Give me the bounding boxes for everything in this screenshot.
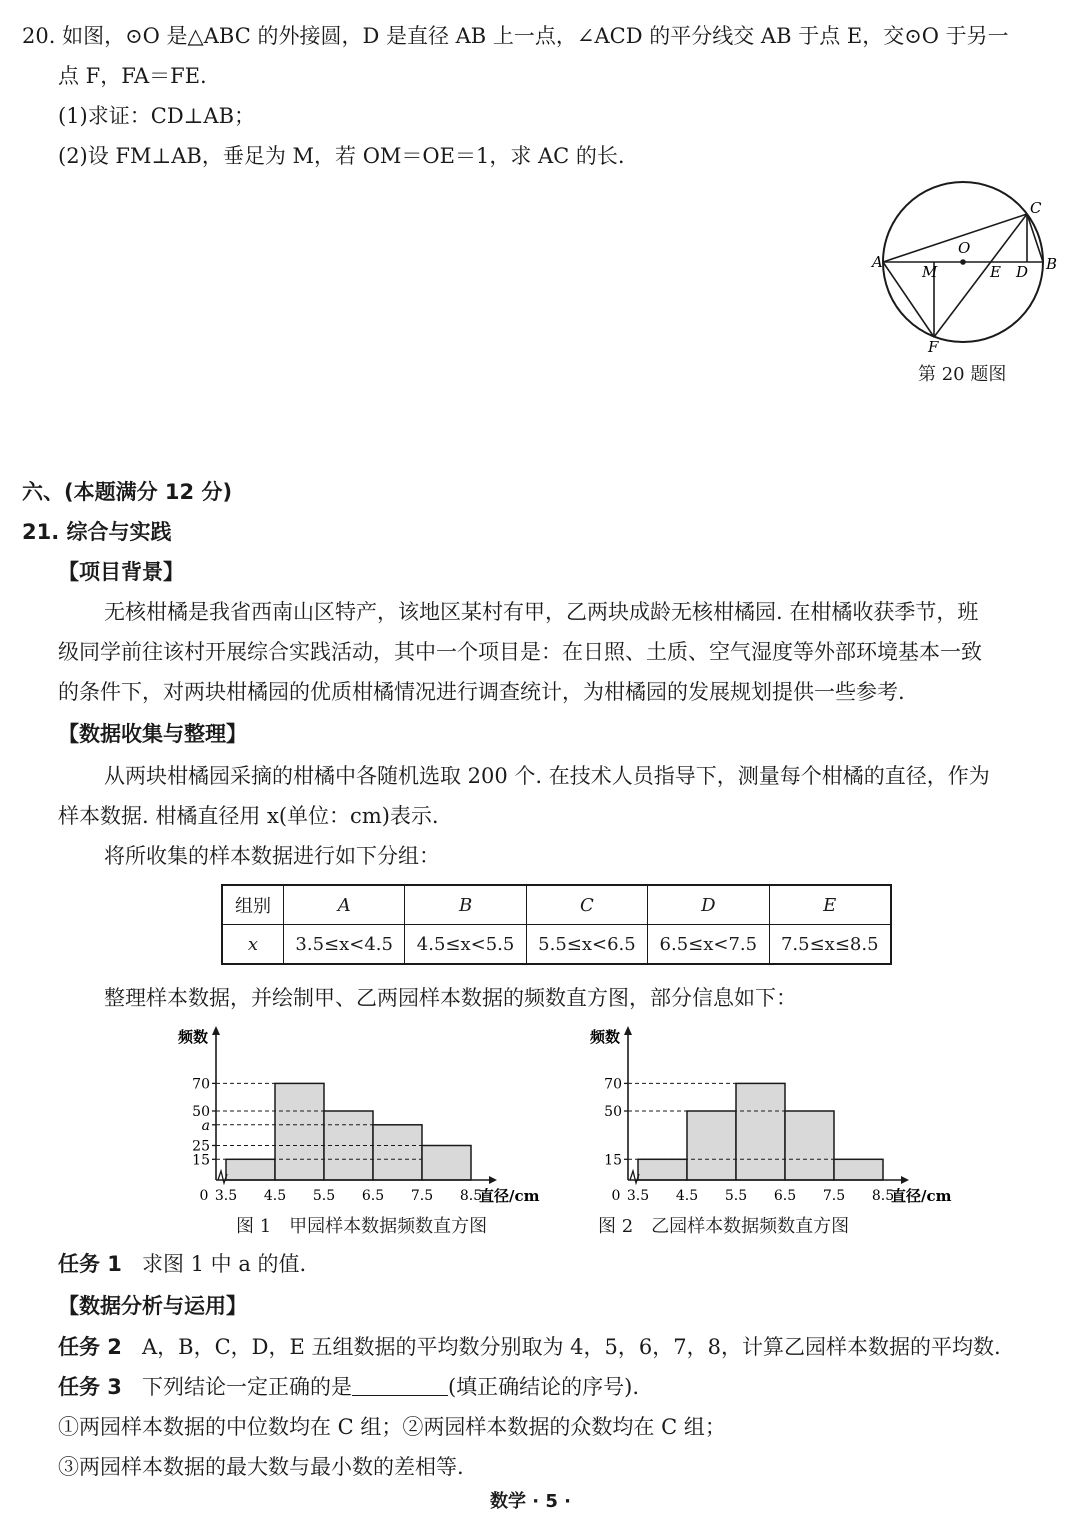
- y-tick-label: 50: [604, 1104, 622, 1120]
- histogram-bar: [226, 1159, 275, 1180]
- fig20-label: M: [922, 263, 938, 281]
- histogram-bar: [687, 1111, 736, 1180]
- origin-label: 0: [199, 1188, 209, 1204]
- x-tick-label: 4.5: [263, 1188, 287, 1204]
- table-cell: x: [222, 925, 284, 965]
- q21-hist-intro: 整理样本数据，并绘制甲、乙两园样本数据的频数直方图，部分信息如下：: [104, 986, 797, 1010]
- fig20-label: A: [872, 253, 883, 271]
- q21-collect-line: 从两块柑橘园采摘的柑橘中各随机选取 200 个. 在技术人员指导下，测量每个柑橘的直径，作为: [104, 764, 990, 788]
- histogram-bar: [422, 1146, 471, 1181]
- task3-pre: 下列结论一定正确的是: [141, 1375, 352, 1399]
- table-cell: 7.5≤x≤8.5: [769, 925, 891, 965]
- q20-part2: (2)设 FM⊥AB，垂足为 M，若 OM＝OE＝1，求 AC 的长.: [58, 144, 625, 168]
- histogram-bar: [834, 1159, 883, 1180]
- x-tick-label: 8.5: [871, 1188, 895, 1204]
- task3-label: 任务 3: [58, 1375, 122, 1399]
- x-tick-label: 4.5: [675, 1188, 699, 1204]
- task3-post: (填正确结论的序号).: [447, 1375, 640, 1399]
- histogram-figure-1: [150, 1022, 540, 1212]
- table-header-cell: E: [769, 885, 891, 925]
- q21-bg-line: 无核柑橘是我省西南山区特产，该地区某村有甲，乙两块成龄无核柑橘园. 在柑橘收获季节，班: [104, 600, 979, 624]
- table-cell: 4.5≤x<5.5: [405, 925, 526, 965]
- q20-part1: (1)求证：CD⊥AB；: [58, 104, 255, 128]
- task2-label: 任务 2: [58, 1335, 122, 1359]
- x-tick-label: 8.5: [459, 1188, 483, 1204]
- x-tick-label: 5.5: [724, 1188, 748, 1204]
- task2: [58, 1333, 1001, 1361]
- q20-figure-caption: 第 20 题图: [918, 364, 1007, 385]
- histogram-bar: [638, 1159, 687, 1180]
- table-row: [222, 925, 891, 965]
- table-header-cell: 组别: [222, 885, 284, 925]
- x-axis-label: 直径/cm: [891, 1187, 952, 1205]
- q20-figure: [860, 180, 1070, 360]
- q21-collect-header: 【数据收集与整理】: [58, 722, 247, 746]
- x-tick-label: 3.5: [626, 1188, 650, 1204]
- q21-collect-line: 样本数据. 柑橘直径用 x(单位：cm)表示.: [58, 804, 439, 828]
- conclusion-line: ①两园样本数据的中位数均在 C 组；②两园样本数据的众数均在 C 组；: [58, 1415, 726, 1439]
- x-tick-label: 7.5: [822, 1188, 846, 1204]
- table-cell: 5.5≤x<6.5: [526, 925, 647, 965]
- y-axis-arrow: [624, 1026, 632, 1035]
- x-tick-label: 6.5: [773, 1188, 797, 1204]
- table-header-cell: D: [648, 885, 769, 925]
- histogram-figure-2: [562, 1022, 952, 1212]
- histogram-bar: [373, 1125, 422, 1180]
- section6-title: 六、(本题满分 12 分): [22, 480, 233, 504]
- answer-blank[interactable]: [352, 1375, 448, 1396]
- y-tick-label: 50: [192, 1104, 210, 1120]
- table-cell: 6.5≤x<7.5: [648, 925, 769, 965]
- fig20-label: B: [1046, 255, 1058, 273]
- y-tick-label: 25: [192, 1138, 210, 1155]
- x-axis-label: 直径/cm: [479, 1187, 540, 1205]
- y-tick-label: 70: [192, 1076, 210, 1093]
- q21-bg-header: 【项目背景】: [58, 560, 184, 584]
- q21-bg-line: 级同学前往该村开展综合实践活动，其中一个项目是：在日照、土质、空气湿度等外部环境基本一致: [58, 640, 982, 664]
- q21-collect-line: 将所收集的样本数据进行如下分组：: [104, 844, 440, 868]
- y-tick-label: 15: [192, 1152, 210, 1169]
- chart2-caption: 图 2 乙园样本数据频数直方图: [598, 1216, 850, 1237]
- q20-line2: 点 F，FA＝FE.: [58, 64, 207, 88]
- page-footer: 数学 · 5 ·: [490, 1491, 571, 1512]
- task1: [58, 1250, 306, 1278]
- task1-label: 任务 1: [58, 1252, 122, 1276]
- q21-bg-line: 的条件下，对两块柑橘园的优质柑橘情况进行调查统计，为柑橘园的发展规划提供一些参考.: [58, 680, 905, 704]
- y-axis-label: 频数: [589, 1028, 620, 1046]
- task2-text: A，B，C，D，E 五组数据的平均数分别取为 4，5，6，7，8，计算乙园样本数据的平均数.: [141, 1335, 1001, 1359]
- table-cell: 3.5≤x<4.5: [284, 925, 405, 965]
- table-header-cell: C: [526, 885, 647, 925]
- fig20-label: C: [1030, 199, 1042, 217]
- fig20-label: E: [990, 263, 1001, 281]
- group-table: [221, 884, 892, 965]
- y-tick-label: 70: [604, 1076, 622, 1093]
- task1-text: 求图 1 中 a 的值.: [141, 1252, 307, 1276]
- x-tick-label: 3.5: [214, 1188, 238, 1204]
- y-axis-label: 频数: [177, 1028, 208, 1046]
- x-tick-label: 7.5: [410, 1188, 434, 1204]
- histogram-bar: [736, 1083, 785, 1180]
- q20-line1: 20. 如图，⊙O 是△ABC 的外接圆，D 是直径 AB 上一点，∠ACD 的平分线交 AB 于点 E，交⊙O 于另一: [22, 24, 1009, 48]
- histogram-bar: [785, 1111, 834, 1180]
- fig20-label: D: [1016, 263, 1029, 281]
- origin-label: 0: [611, 1188, 621, 1204]
- histogram-bar: [275, 1083, 324, 1180]
- fig20-label: F: [928, 338, 939, 356]
- q21-analysis-header: 【数据分析与运用】: [58, 1294, 247, 1318]
- q21-title: 21. 综合与实践: [22, 520, 172, 544]
- table-header-cell: A: [284, 885, 405, 925]
- x-tick-label: 5.5: [312, 1188, 336, 1204]
- table-row: [222, 885, 891, 925]
- chart1-caption: 图 1 甲园样本数据频数直方图: [236, 1216, 488, 1237]
- table-header-cell: B: [405, 885, 526, 925]
- task3: [58, 1373, 639, 1401]
- x-tick-label: 6.5: [361, 1188, 385, 1204]
- x-axis-arrow: [489, 1176, 497, 1184]
- y-tick-label: a: [201, 1117, 210, 1134]
- x-axis-arrow: [901, 1176, 909, 1184]
- y-tick-label: 15: [604, 1152, 622, 1169]
- fig20-label: O: [958, 239, 971, 257]
- conclusion-line: ③两园样本数据的最大数与最小数的差相等.: [58, 1455, 464, 1479]
- y-axis-arrow: [212, 1026, 220, 1035]
